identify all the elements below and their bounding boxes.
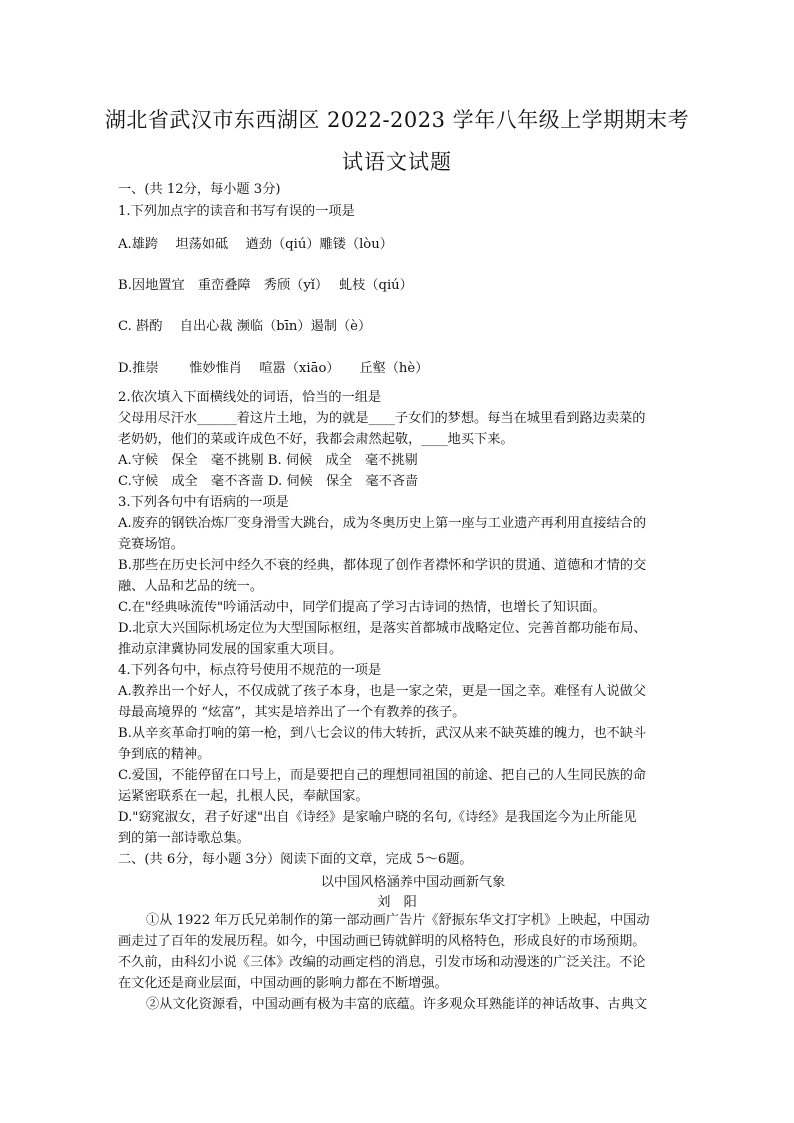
q3-option-b-line1: B.那些在历史长河中经久不衰的经典，都体现了创作者襟怀和学识的贯通、道德和才情的交 bbox=[118, 558, 647, 573]
q1-option-d: D.推崇 惟妙惟肖 喧嚣（xiāo） 丘壑（hè） bbox=[118, 361, 429, 376]
q3-option-a-line2: 竞赛场馆。 bbox=[118, 537, 184, 552]
q1-option-a: A.雄跨 坦荡如砥 遒劲（qiú）雕镂（lòu） bbox=[118, 237, 393, 252]
q4-option-d-line1: D."窈窕淑女，君子好逑"出自《诗经》是家喻户晓的名句,《诗经》是我国迄今为止所能见 bbox=[118, 810, 637, 825]
q4-option-a-line2: 母最高境界的 “炫富”，其实是培养出了一个有教养的孩子。 bbox=[118, 705, 466, 720]
page-title-line1: 湖北省武汉市东西湖区 2022-2023 学年八年级上学期期末考 bbox=[104, 108, 690, 132]
q1-option-c: C. 斟酌 自出心裁 濒临（bīn）遏制（è） bbox=[118, 319, 372, 334]
paragraph1-line3: 不久前，由科幻小说《三体》改编的动画定档的消息，引发市场和动漫迷的广泛关注。不论 bbox=[118, 955, 646, 970]
q4-option-c-line1: C.爱国，不能停留在口号上，而是要把自己的理想同祖国的前途、把自己的人生同民族的命 bbox=[118, 768, 647, 783]
q4-option-b-line1: B.从辛亥革命打响的第一枪，到八七会议的伟大转折，武汉从来不缺英雄的魄力，也不缺斗 bbox=[118, 726, 647, 741]
paragraph2-line1: ②从文化资源看，中国动画有极为丰富的底蕴。许多观众耳熟能详的神话故事、古典文 bbox=[146, 997, 648, 1012]
q4-option-d-line2: 到的第一部诗歌总集。 bbox=[118, 831, 250, 846]
paragraph1-line4: 在文化还是商业层面，中国动画的影响力都在不断增强。 bbox=[118, 976, 448, 991]
q4-option-a-line1: A.教养出一个好人，不仅成就了孩子本身，也是一家之荣，更是一国之幸。难怪有人说做父 bbox=[118, 684, 647, 699]
q2-passage-line1: 父母用尽汗水______着这片土地，为的就是____子女们的梦想。每当在城里看到路边卖菜的 bbox=[118, 411, 646, 426]
q2-passage-line2: 老奶奶，他们的菜或许成色不好，我都会肃然起敬，____地买下来。 bbox=[118, 432, 514, 447]
section2-header: 二、(共 6分，每小题 3分）阅读下面的文章，完成 5～6题。 bbox=[118, 852, 473, 867]
paragraph1-line2: 画走过了百年的发展历程。如今，中国动画已铸就鲜明的风格特色，形成良好的市场预期。 bbox=[118, 934, 646, 949]
article-author: 刘 阳 bbox=[377, 895, 417, 910]
q3-option-b-line2: 融、人品和艺品的统一。 bbox=[118, 579, 264, 594]
section1-header: 一、(共 12分，每小题 3分) bbox=[118, 182, 281, 197]
q4-option-b-line2: 争到底的精神。 bbox=[118, 747, 211, 762]
q3-option-d-line2: 推动京津冀协同发展的国家重大项目。 bbox=[118, 642, 343, 657]
q4-option-c-line2: 运紧密联系在一起，扎根人民，奉献国家。 bbox=[118, 789, 369, 804]
q3-option-a-line1: A.废弃的钢铁冶炼厂变身滑雪大跳台，成为冬奥历史上第一座与工业遗产再利用直接结合的 bbox=[118, 516, 647, 531]
q2-stem: 2.依次填入下面横线处的词语，恰当的一组是 bbox=[118, 390, 382, 405]
q1-option-b: B.因地置宜 重峦叠障 秀颀（yǐ） 虬枝（qiú） bbox=[118, 278, 413, 293]
q2-options-cd: C.守候 成全 毫不吝啬 D. 伺候 保全 毫不吝啬 bbox=[118, 474, 419, 489]
q3-option-c: C.在"经典咏流传"吟诵活动中，同学们提高了学习古诗词的热情，也增长了知识面。 bbox=[118, 600, 606, 615]
q1-stem: 1.下列加点字的读音和书写有误的一项是 bbox=[118, 204, 355, 219]
q4-stem: 4.下列各句中，标点符号使用不规范的一项是 bbox=[118, 663, 382, 678]
paragraph1-line1: ①从 1922 年万氏兄弟制作的第一部动画广告片《舒振东华文打字机》上映起，中国动 bbox=[146, 913, 650, 928]
page-title-line2: 试语文试题 bbox=[342, 150, 452, 174]
q3-stem: 3.下列各句中有语病的一项是 bbox=[118, 495, 289, 510]
article-title: 以中国风格涵养中国动画新气象 bbox=[320, 875, 506, 890]
q3-option-d-line1: D.北京大兴国际机场定位为大型国际枢纽，是落实首都城市战略定位、完善首都功能布局、 bbox=[118, 621, 647, 636]
q2-options-ab: A.守候 保全 毫不挑剔 B. 伺候 成全 毫不挑剔 bbox=[118, 453, 418, 468]
